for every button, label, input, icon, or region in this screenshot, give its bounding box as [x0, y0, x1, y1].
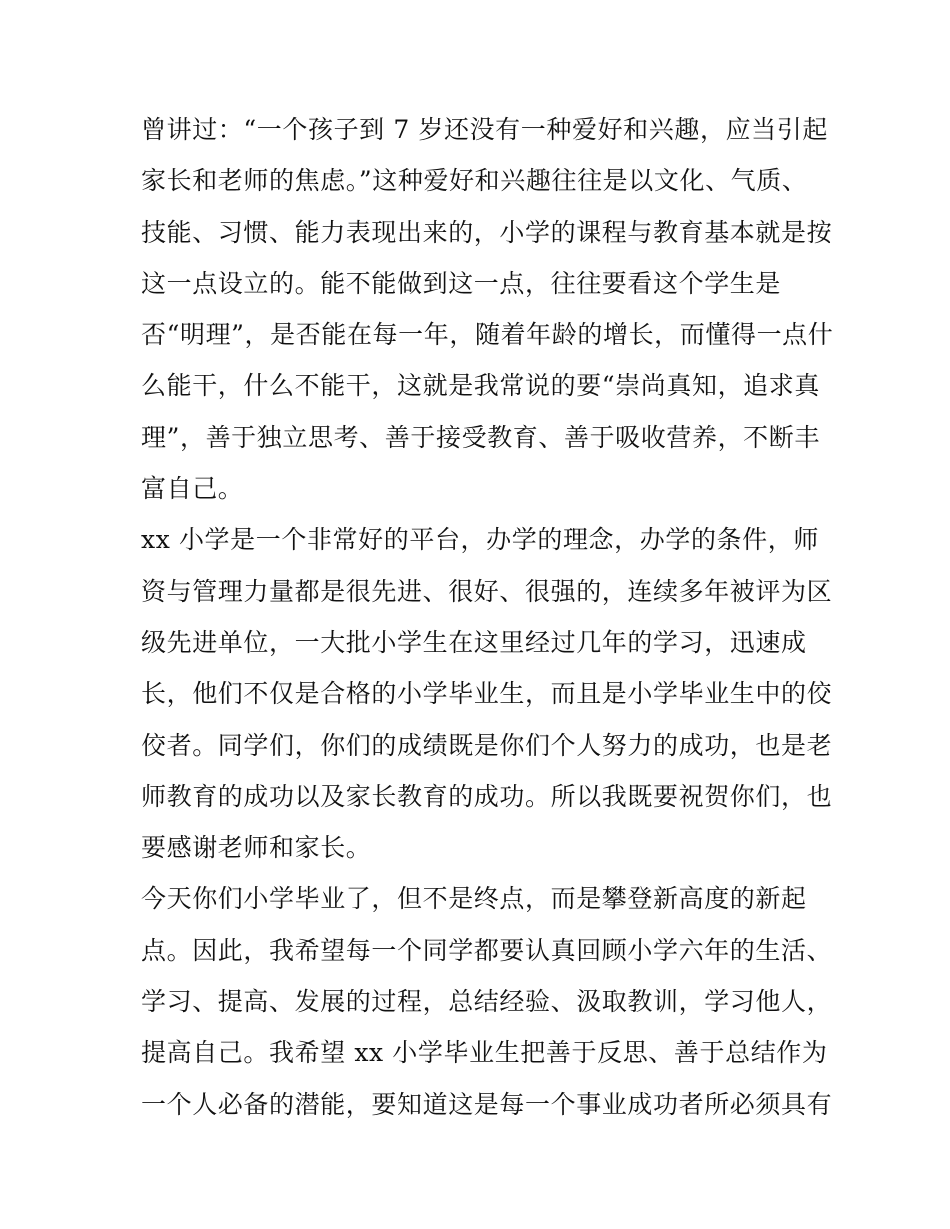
text-line: 资与管理力量都是很先进、很好、很强的，连续多年被评为区	[141, 576, 833, 606]
text-line: 点。因此，我希望每一个同学都要认真回顾小学六年的生活、	[141, 935, 833, 965]
text-line: 学习、提高、发展的过程，总结经验、汲取教训，学习他人，	[141, 987, 833, 1017]
text-line: 富自己。	[141, 474, 244, 504]
text-line: xx 小学是一个非常好的平台，办学的理念，办学的条件，师	[141, 525, 819, 555]
text-line: 师教育的成功以及家长教育的成功。所以我既要祝贺你们，也	[141, 781, 833, 811]
text-line: 提高自己。我希望 xx 小学毕业生把善于反思、善于总结作为	[141, 1038, 828, 1068]
text-line: 一个人必备的潜能，要知道这是每一个事业成功者所必须具有	[141, 1089, 833, 1119]
text-line: 长，他们不仅是合格的小学毕业生，而且是小学毕业生中的佼	[141, 679, 833, 709]
text-line: 技能、习惯、能力表现出来的，小学的课程与教育基本就是按	[141, 217, 833, 247]
text-line: 家长和老师的焦虑。”这种爱好和兴趣往往是以文化、气质、	[141, 166, 808, 196]
text-line: 级先进单位，一大批小学生在这里经过几年的学习，迅速成	[141, 627, 807, 657]
text-line: 今天你们小学毕业了，但不是终点，而是攀登新高度的新起	[141, 884, 807, 914]
text-line: 否“明理”，是否能在每一年，随着年龄的增长，而懂得一点什	[141, 320, 834, 350]
text-line: 么能干，什么不能干，这就是我常说的要“崇尚真知，追求真	[141, 371, 820, 401]
body-text	[141, 104, 834, 1130]
text-line: 这一点设立的。能不能做到这一点，往往要看这个学生是	[141, 268, 782, 298]
text-line: 曾讲过：“一个孩子到 7 岁还没有一种爱好和兴趣，应当引起	[141, 115, 828, 144]
text-line: 佼者。同学们，你们的成绩既是你们个人努力的成功，也是老	[141, 730, 833, 760]
text-line: 要感谢老师和家长。	[141, 833, 372, 863]
text-line: 理”，善于独立思考、善于接受教育、善于吸收营养，不断丰	[141, 422, 820, 452]
